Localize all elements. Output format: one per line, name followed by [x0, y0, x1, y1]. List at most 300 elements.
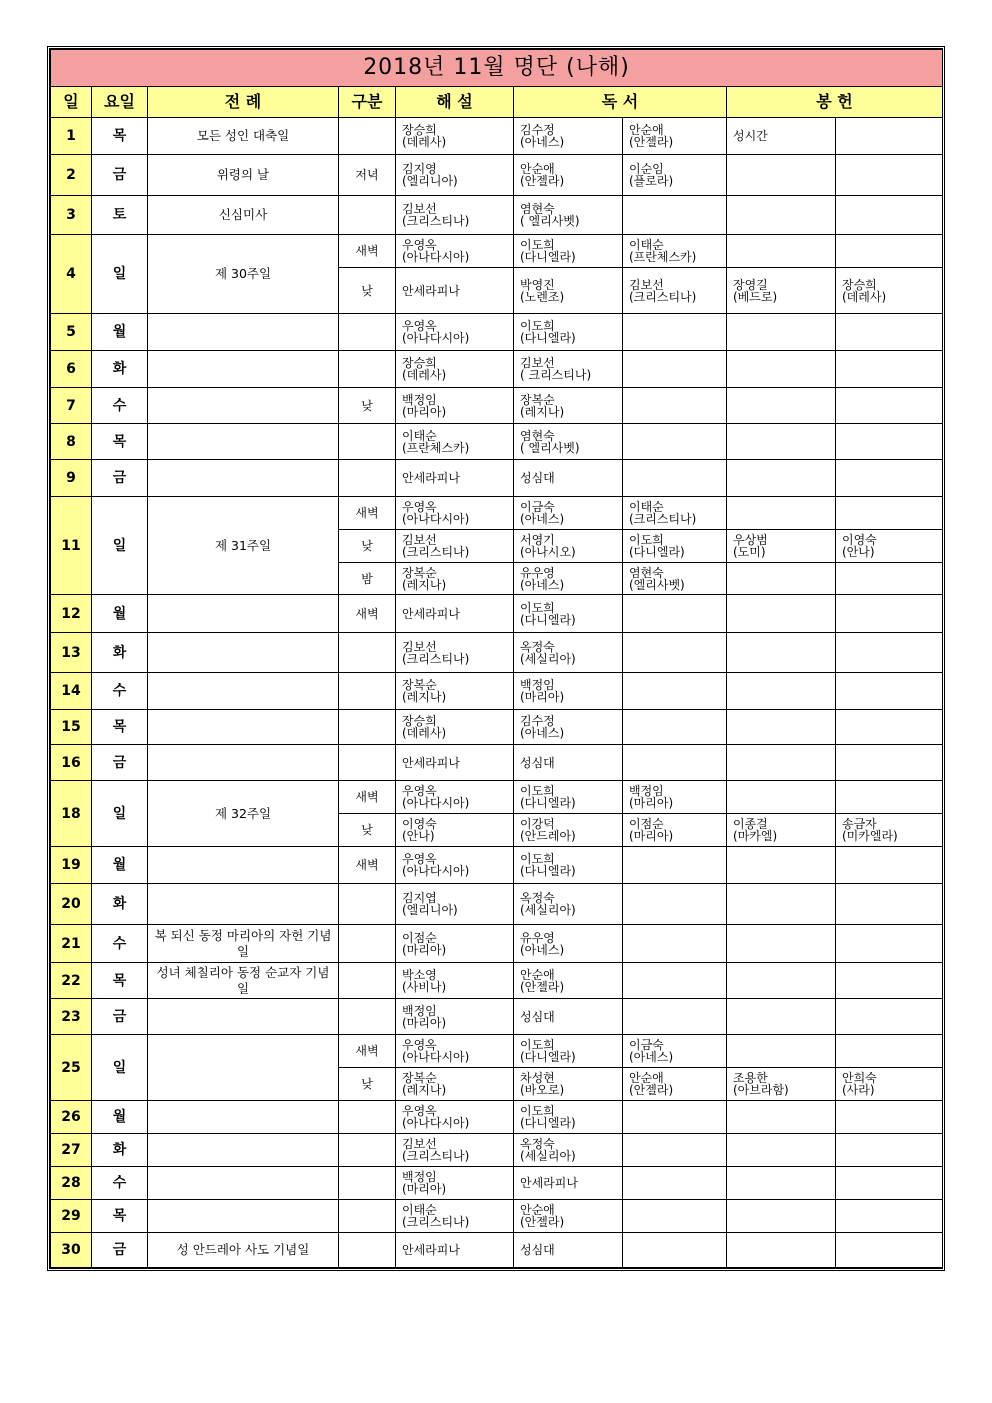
- baptismal-name: (데레사): [402, 368, 447, 382]
- day-cell: 5: [51, 314, 92, 351]
- weekday-cell: 목: [92, 710, 148, 745]
- offering-1-cell: [727, 497, 836, 530]
- type-cell: [339, 884, 396, 925]
- offering-1-cell: [727, 1200, 836, 1233]
- person-name: 안세라피나: [402, 283, 460, 298]
- reading-1-cell: [514, 268, 623, 314]
- reading-2-cell: [623, 999, 727, 1035]
- offering-1-cell: [727, 268, 836, 314]
- person-name: 성심대: [520, 1009, 555, 1024]
- baptismal-name: ( 크리스티나): [520, 368, 592, 382]
- header-commentary: 해 설: [396, 87, 514, 118]
- reading-1-cell: [514, 1101, 623, 1134]
- offering-1-cell: [727, 1101, 836, 1134]
- baptismal-name: (안젤라): [520, 1215, 565, 1229]
- commentary-cell: [396, 196, 514, 235]
- type-cell: [339, 460, 396, 497]
- commentary-cell: [396, 563, 514, 595]
- weekday-cell: 목: [92, 963, 148, 999]
- weekday-cell: 일: [92, 235, 148, 314]
- day-cell: 2: [51, 155, 92, 196]
- liturgy-cell: [148, 351, 339, 388]
- person-name: 이도희: [520, 1038, 555, 1052]
- person-name: 이강덕: [520, 817, 555, 831]
- baptismal-name: (마리아): [402, 1015, 447, 1030]
- table-row: [51, 424, 943, 460]
- baptismal-name: (레지나): [402, 690, 447, 704]
- schedule-table: [50, 49, 943, 1268]
- type-cell: [339, 999, 396, 1035]
- page-title: 2018년 11월 명단 (나해): [51, 50, 943, 87]
- type-cell: 낮: [339, 388, 396, 424]
- liturgy-cell: [148, 1200, 339, 1233]
- person-name: 이도희: [520, 238, 555, 252]
- baptismal-name: (아나다시아): [402, 512, 470, 526]
- baptismal-name: (데레사): [402, 726, 447, 740]
- person-name: 김지영: [402, 162, 437, 176]
- weekday-cell: 목: [92, 118, 148, 155]
- baptismal-name: (크리스티나): [402, 1215, 470, 1229]
- person-name: 장복순: [402, 1071, 437, 1085]
- day-cell: 19: [51, 847, 92, 884]
- offering-1-cell: [727, 963, 836, 999]
- liturgy-cell: 제 30주일: [148, 235, 339, 314]
- commentary-cell: [396, 118, 514, 155]
- person-name: 이종걸: [733, 817, 768, 831]
- commentary-cell: [396, 1167, 514, 1200]
- person-name: 성시간: [733, 129, 768, 143]
- commentary-cell: [396, 388, 514, 424]
- day-cell: 16: [51, 745, 92, 781]
- person-name: 백정임: [402, 1170, 437, 1184]
- reading-1-cell: [514, 1068, 623, 1101]
- person-name: 이순임: [629, 162, 664, 176]
- commentary-cell: [396, 351, 514, 388]
- baptismal-name: (마리아): [402, 404, 447, 419]
- commentary-cell: [396, 847, 514, 884]
- type-cell: 낮: [339, 1068, 396, 1101]
- reading-1-cell: [514, 460, 623, 497]
- baptismal-name: (베드로): [733, 289, 778, 304]
- type-cell: 새벽: [339, 497, 396, 530]
- offering-2-cell: [836, 351, 943, 388]
- person-name: 우영옥: [402, 1038, 437, 1052]
- liturgy-cell: 성 안드레아 사도 기념일: [148, 1233, 339, 1268]
- person-name: 김보선: [402, 1137, 437, 1151]
- commentary-cell: [396, 155, 514, 196]
- table-row: [51, 1134, 943, 1167]
- header-liturgy: 전 례: [148, 87, 339, 118]
- commentary-cell: [396, 595, 514, 633]
- commentary-cell: [396, 268, 514, 314]
- day-cell: 29: [51, 1200, 92, 1233]
- offering-1-cell: [727, 235, 836, 268]
- person-name: 안세라피나: [402, 755, 460, 770]
- baptismal-name: (다니엘라): [520, 1116, 576, 1130]
- baptismal-name: (레지나): [402, 577, 447, 592]
- person-name: 김지엽: [402, 891, 437, 905]
- person-name: 우영옥: [402, 319, 437, 333]
- commentary-cell: [396, 633, 514, 673]
- offering-1-cell: [727, 814, 836, 847]
- day-cell: 27: [51, 1134, 92, 1167]
- baptismal-name: (안젤라): [629, 135, 674, 149]
- offering-2-cell: [836, 530, 943, 563]
- person-name: 옥정숙: [520, 1137, 555, 1151]
- baptismal-name: (마리아): [520, 690, 565, 704]
- offering-1-cell: [727, 424, 836, 460]
- reading-1-cell: [514, 925, 623, 963]
- day-cell: 28: [51, 1167, 92, 1200]
- offering-2-cell: [836, 314, 943, 351]
- table-row: [51, 633, 943, 673]
- person-name: 백정임: [629, 784, 664, 798]
- reading-2-cell: [623, 351, 727, 388]
- person-name: 안순애: [520, 967, 555, 982]
- type-cell: [339, 351, 396, 388]
- commentary-cell: [396, 424, 514, 460]
- person-name: 장복순: [402, 678, 437, 692]
- person-name: 우영옥: [402, 500, 437, 514]
- offering-1-cell: [727, 673, 836, 710]
- type-cell: 밤: [339, 563, 396, 595]
- baptismal-name: (아나다시아): [402, 796, 470, 810]
- reading-1-cell: [514, 1134, 623, 1167]
- reading-1-cell: [514, 710, 623, 745]
- reading-1-cell: [514, 595, 623, 633]
- baptismal-name: (다니엘라): [520, 1050, 576, 1064]
- weekday-cell: 월: [92, 847, 148, 884]
- baptismal-name: (아나다시아): [402, 1050, 470, 1064]
- offering-2-cell: [836, 155, 943, 196]
- weekday-cell: 수: [92, 388, 148, 424]
- reading-2-cell: [623, 118, 727, 155]
- type-cell: [339, 1101, 396, 1134]
- person-name: 김보선: [629, 277, 664, 292]
- liturgy-cell: 제 32주일: [148, 781, 339, 847]
- baptismal-name: (다니엘라): [520, 250, 576, 264]
- baptismal-name: (아나다시아): [402, 250, 470, 264]
- reading-1-cell: [514, 388, 623, 424]
- baptismal-name: (아나다시아): [402, 331, 470, 345]
- person-name: 안희숙: [842, 1071, 877, 1085]
- person-name: 차성현: [520, 1071, 555, 1085]
- person-name: 장복순: [402, 565, 437, 580]
- table-row: [51, 884, 943, 925]
- person-name: 성심대: [520, 1243, 555, 1257]
- reading-1-cell: [514, 673, 623, 710]
- day-cell: 1: [51, 118, 92, 155]
- type-cell: 새벽: [339, 235, 396, 268]
- reading-1-cell: [514, 814, 623, 847]
- header-reading: 독 서: [514, 87, 727, 118]
- person-name: 김수정: [520, 714, 555, 728]
- person-name: 김보선: [402, 202, 437, 216]
- reading-2-cell: [623, 155, 727, 196]
- person-name: 우상범: [733, 533, 768, 547]
- offering-2-cell: [836, 1200, 943, 1233]
- baptismal-name: (엘리니아): [402, 903, 458, 917]
- baptismal-name: (사비나): [402, 979, 447, 994]
- baptismal-name: (크리스티나): [629, 512, 697, 526]
- weekday-cell: 수: [92, 1167, 148, 1200]
- table-row: [51, 1101, 943, 1134]
- table-row: [51, 595, 943, 633]
- table-row: [51, 999, 943, 1035]
- offering-2-cell: [836, 1233, 943, 1268]
- offering-2-cell: [836, 235, 943, 268]
- offering-1-cell: [727, 925, 836, 963]
- weekday-cell: 금: [92, 1233, 148, 1268]
- table-row: [51, 155, 943, 196]
- reading-1-cell: [514, 314, 623, 351]
- baptismal-name: (엘리사벳): [629, 577, 685, 592]
- table-row: [51, 118, 943, 155]
- offering-2-cell: [836, 673, 943, 710]
- commentary-cell: [396, 781, 514, 814]
- commentary-cell: [396, 963, 514, 999]
- baptismal-name: (안젤라): [520, 174, 565, 188]
- person-name: 이금숙: [520, 500, 555, 514]
- commentary-cell: [396, 497, 514, 530]
- offering-2-cell: [836, 781, 943, 814]
- weekday-cell: 일: [92, 781, 148, 847]
- offering-2-cell: [836, 633, 943, 673]
- offering-2-cell: [836, 118, 943, 155]
- liturgy-cell: [148, 999, 339, 1035]
- type-cell: [339, 118, 396, 155]
- person-name: 유우영: [520, 930, 555, 945]
- person-name: 이영숙: [402, 817, 437, 831]
- day-cell: 22: [51, 963, 92, 999]
- reading-2-cell: [623, 1167, 727, 1200]
- day-cell: 18: [51, 781, 92, 847]
- liturgy-cell: [148, 314, 339, 351]
- person-name: 이금숙: [629, 1038, 664, 1052]
- type-cell: [339, 963, 396, 999]
- commentary-cell: [396, 925, 514, 963]
- table-row: [51, 963, 943, 999]
- reading-2-cell: [623, 814, 727, 847]
- commentary-cell: [396, 530, 514, 563]
- offering-2-cell: [836, 1167, 943, 1200]
- baptismal-name: (바오로): [520, 1083, 565, 1097]
- offering-2-cell: [836, 196, 943, 235]
- offering-1-cell: [727, 563, 836, 595]
- reading-2-cell: [623, 633, 727, 673]
- person-name: 이태순: [402, 1203, 437, 1217]
- reading-1-cell: [514, 118, 623, 155]
- reading-2-cell: [623, 925, 727, 963]
- person-name: 이태순: [402, 428, 437, 443]
- liturgy-cell: [148, 460, 339, 497]
- offering-1-cell: [727, 118, 836, 155]
- baptismal-name: (미카엘라): [842, 829, 898, 843]
- person-name: 서영기: [520, 533, 555, 547]
- reading-2-cell: [623, 235, 727, 268]
- person-name: 안세라피나: [520, 1176, 578, 1190]
- person-name: 박소영: [402, 967, 437, 982]
- baptismal-name: (프란체스카): [629, 250, 697, 264]
- offering-1-cell: [727, 847, 836, 884]
- reading-2-cell: [623, 1233, 727, 1268]
- baptismal-name: (세실리아): [520, 651, 576, 666]
- day-cell: 21: [51, 925, 92, 963]
- reading-2-cell: [623, 530, 727, 563]
- commentary-cell: [396, 710, 514, 745]
- day-cell: 11: [51, 497, 92, 595]
- baptismal-name: (다니엘라): [520, 864, 576, 878]
- reading-2-cell: [623, 1101, 727, 1134]
- person-name: 우영옥: [402, 238, 437, 252]
- liturgy-cell: [148, 673, 339, 710]
- person-name: 옥정숙: [520, 891, 555, 905]
- weekday-cell: 금: [92, 460, 148, 497]
- reading-1-cell: [514, 235, 623, 268]
- table-row: [51, 351, 943, 388]
- baptismal-name: (세실리아): [520, 903, 576, 917]
- baptismal-name: ( 엘리사벳): [520, 214, 580, 228]
- liturgy-cell: [148, 1134, 339, 1167]
- reading-1-cell: [514, 351, 623, 388]
- person-name: 안순애: [520, 162, 555, 176]
- offering-2-cell: [836, 388, 943, 424]
- weekday-cell: 수: [92, 925, 148, 963]
- reading-1-cell: [514, 1167, 623, 1200]
- offering-2-cell: [836, 1134, 943, 1167]
- day-cell: 7: [51, 388, 92, 424]
- liturgy-cell: [148, 424, 339, 460]
- person-name: 장승희: [402, 714, 437, 728]
- reading-2-cell: [623, 424, 727, 460]
- person-name: 이점순: [629, 817, 664, 831]
- commentary-cell: [396, 884, 514, 925]
- baptismal-name: (노렌조): [520, 289, 565, 304]
- baptismal-name: (다니엘라): [520, 331, 576, 345]
- table-row: [51, 745, 943, 781]
- person-name: 백정임: [520, 678, 555, 692]
- baptismal-name: (마리아): [629, 796, 674, 810]
- type-cell: 새벽: [339, 1035, 396, 1068]
- liturgy-cell: [148, 745, 339, 781]
- liturgy-cell: 복 되신 동정 마리아의 자헌 기념일: [148, 925, 339, 963]
- reading-2-cell: [623, 460, 727, 497]
- person-name: 이점순: [402, 930, 437, 945]
- person-name: 장승희: [402, 123, 437, 137]
- commentary-cell: [396, 460, 514, 497]
- reading-1-cell: [514, 497, 623, 530]
- table-row: [51, 1233, 943, 1268]
- offering-1-cell: [727, 155, 836, 196]
- commentary-cell: [396, 1035, 514, 1068]
- person-name: 우영옥: [402, 784, 437, 798]
- baptismal-name: (크리스티나): [402, 1149, 470, 1163]
- offering-2-cell: [836, 999, 943, 1035]
- person-name: 조용한: [733, 1071, 768, 1085]
- reading-2-cell: [623, 745, 727, 781]
- table-row: [51, 497, 943, 530]
- day-cell: 15: [51, 710, 92, 745]
- person-name: 우영옥: [402, 1104, 437, 1118]
- table-row: [51, 388, 943, 424]
- day-cell: 3: [51, 196, 92, 235]
- commentary-cell: [396, 814, 514, 847]
- table-row: [51, 196, 943, 235]
- baptismal-name: (크리스티나): [402, 545, 470, 559]
- baptismal-name: ( 엘리사벳): [520, 440, 580, 455]
- type-cell: 낮: [339, 268, 396, 314]
- type-cell: [339, 314, 396, 351]
- reading-2-cell: [623, 710, 727, 745]
- day-cell: 6: [51, 351, 92, 388]
- person-name: 이도희: [629, 533, 664, 547]
- offering-1-cell: [727, 1167, 836, 1200]
- offering-2-cell: [836, 1068, 943, 1101]
- reading-2-cell: [623, 196, 727, 235]
- liturgy-cell: [148, 884, 339, 925]
- reading-2-cell: [623, 268, 727, 314]
- weekday-cell: 목: [92, 424, 148, 460]
- offering-1-cell: [727, 196, 836, 235]
- header-type: 구분: [339, 87, 396, 118]
- offering-1-cell: [727, 1035, 836, 1068]
- reading-2-cell: [623, 497, 727, 530]
- person-name: 장승희: [842, 277, 877, 292]
- person-name: 안세라피나: [402, 606, 460, 621]
- offering-2-cell: [836, 710, 943, 745]
- commentary-cell: [396, 1200, 514, 1233]
- baptismal-name: (안드레아): [520, 829, 576, 843]
- baptismal-name: (크리스티나): [402, 651, 470, 666]
- table-row: [51, 314, 943, 351]
- offering-2-cell: [836, 595, 943, 633]
- reading-1-cell: [514, 884, 623, 925]
- offering-2-cell: [836, 1035, 943, 1068]
- offering-2-cell: [836, 424, 943, 460]
- baptismal-name: (다니엘라): [629, 545, 685, 559]
- weekday-cell: 화: [92, 633, 148, 673]
- baptismal-name: (아네스): [520, 135, 565, 149]
- reading-1-cell: [514, 424, 623, 460]
- commentary-cell: [396, 999, 514, 1035]
- header-day: 일: [51, 87, 92, 118]
- baptismal-name: (데레사): [402, 135, 447, 149]
- baptismal-name: (마카엘): [733, 829, 778, 843]
- schedule-body: [51, 118, 943, 1268]
- person-name: 장복순: [520, 392, 555, 407]
- type-cell: [339, 745, 396, 781]
- baptismal-name: (아네스): [520, 942, 565, 957]
- reading-2-cell: [623, 563, 727, 595]
- baptismal-name: (아브라함): [733, 1083, 789, 1097]
- liturgy-cell: [148, 388, 339, 424]
- offering-1-cell: [727, 314, 836, 351]
- baptismal-name: (레지나): [402, 1083, 447, 1097]
- liturgy-cell: 신심미사: [148, 196, 339, 235]
- reading-2-cell: [623, 673, 727, 710]
- baptismal-name: (안나): [402, 829, 435, 843]
- baptismal-name: (마리아): [402, 942, 447, 957]
- liturgy-cell: [148, 847, 339, 884]
- reading-1-cell: [514, 745, 623, 781]
- weekday-cell: 금: [92, 155, 148, 196]
- baptismal-name: (마리아): [629, 829, 674, 843]
- weekday-cell: 월: [92, 314, 148, 351]
- day-cell: 4: [51, 235, 92, 314]
- person-name: 성심대: [520, 755, 555, 770]
- type-cell: 낮: [339, 530, 396, 563]
- day-cell: 13: [51, 633, 92, 673]
